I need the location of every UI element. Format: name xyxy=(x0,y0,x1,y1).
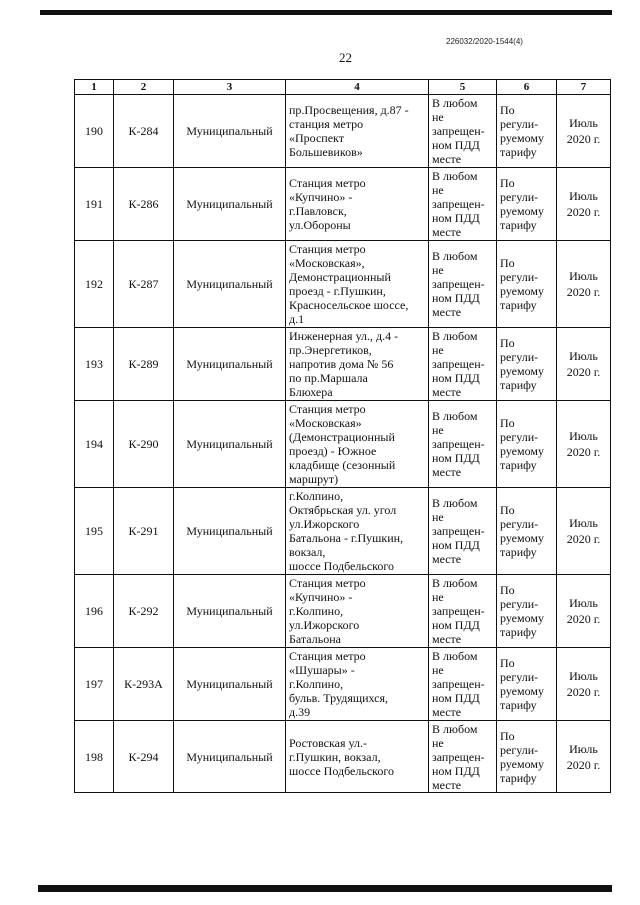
tariff-type-line: регули- xyxy=(500,742,539,757)
tariff-type xyxy=(497,401,557,488)
stop-rule-line: запрещен- xyxy=(432,357,485,371)
start-date xyxy=(557,95,611,168)
stop-rule-line: ном ПДД xyxy=(432,618,480,632)
route-path xyxy=(286,575,429,648)
stop-rule-line: ном ПДД xyxy=(432,371,480,385)
stop-rule xyxy=(429,721,497,793)
routes-table xyxy=(74,79,611,793)
stop-rule xyxy=(429,648,497,721)
row-number: 198 xyxy=(75,721,114,793)
route-path-line: Октябрьская ул. угол xyxy=(289,503,397,517)
start-date-line: 2020 г. xyxy=(566,612,601,626)
row-number: 192 xyxy=(75,241,114,328)
tariff-type-line: По xyxy=(500,503,515,517)
tariff-type-line: По xyxy=(500,176,515,190)
start-date-line: Июль xyxy=(569,189,598,203)
stop-rule-line: В любом xyxy=(432,249,478,263)
stop-rule-line: запрещен- xyxy=(432,437,485,451)
route-path xyxy=(286,241,429,328)
route-type: Муниципальный xyxy=(174,721,286,793)
column-header: 6 xyxy=(497,80,557,95)
tariff-type-line: тарифу xyxy=(500,458,537,472)
route-path-line: «Купчино» - xyxy=(289,190,353,204)
route-type: Муниципальный xyxy=(174,241,286,328)
stop-rule-line: месте xyxy=(432,552,462,566)
start-date xyxy=(557,488,611,575)
start-date-line: Июль xyxy=(569,429,598,443)
route-type: Муниципальный xyxy=(174,648,286,721)
stop-rule xyxy=(429,95,497,168)
route-number: К-290 xyxy=(114,401,174,488)
tariff-type-line: руемому xyxy=(500,756,544,771)
stop-rule-line: запрещен- xyxy=(432,124,485,138)
tariff-type xyxy=(497,721,557,793)
stop-rule-line: запрещен- xyxy=(432,197,485,211)
stop-rule-line: месте xyxy=(432,152,462,166)
route-path-line: Инженерная ул., д.4 - xyxy=(289,329,399,343)
start-date-line: Июль xyxy=(569,669,598,683)
tariff-type-line: тарифу xyxy=(500,145,537,159)
stop-rule-line: В любом xyxy=(432,576,478,590)
table-row xyxy=(75,168,611,241)
table-row xyxy=(75,328,611,401)
document-number: 226032/2020-1544(4) xyxy=(446,37,523,46)
table-row xyxy=(75,401,611,488)
tariff-type-line: По xyxy=(500,728,515,743)
route-path-line: Станция метро xyxy=(289,649,366,663)
row-number: 196 xyxy=(75,575,114,648)
stop-rule xyxy=(429,168,497,241)
stop-rule-line: В любом xyxy=(432,649,478,663)
stop-rule-line: ном ПДД xyxy=(432,291,480,305)
tariff-type-line: руемому xyxy=(500,444,544,458)
route-path-line: пр.Просвещения, д.87 - xyxy=(289,103,409,117)
route-path-line: Станция метро xyxy=(289,402,366,416)
stop-rule-line: В любом xyxy=(432,329,478,343)
stop-rule-line: не xyxy=(432,510,444,524)
stop-rule xyxy=(429,328,497,401)
route-number: К-284 xyxy=(114,95,174,168)
tariff-type xyxy=(497,168,557,241)
start-date xyxy=(557,328,611,401)
route-path-line: Станция метро xyxy=(289,242,366,256)
top-rule xyxy=(40,10,612,15)
route-number: К-291 xyxy=(114,488,174,575)
table-row xyxy=(75,721,611,793)
route-path-line: Красносельское шоссе, xyxy=(289,298,409,312)
route-path-line: пр.Энергетиков, xyxy=(289,343,372,357)
tariff-type-line: тарифу xyxy=(500,698,537,712)
tariff-type-line: регули- xyxy=(500,430,539,444)
tariff-type-line: тарифу xyxy=(500,378,537,392)
start-date-line: 2020 г. xyxy=(566,285,601,299)
route-path-line: г.Колпино, xyxy=(289,604,344,618)
tariff-type-line: руемому xyxy=(500,611,544,625)
stop-rule-line: В любом xyxy=(432,169,478,183)
route-path-line: Демонстрационный xyxy=(289,270,391,284)
route-path-line: ул.Обороны xyxy=(289,218,351,232)
tariff-type-line: тарифу xyxy=(500,625,537,639)
route-number: К-293А xyxy=(114,648,174,721)
start-date-line: 2020 г. xyxy=(566,757,601,772)
tariff-type-line: По xyxy=(500,256,515,270)
route-path xyxy=(286,168,429,241)
start-date xyxy=(557,575,611,648)
start-date-line: 2020 г. xyxy=(566,445,601,459)
route-path-line: г.Колпино, xyxy=(289,677,344,691)
bottom-rule xyxy=(38,885,612,892)
route-path-line: Станция метро xyxy=(289,176,366,190)
route-type: Муниципальный xyxy=(174,328,286,401)
route-path-line: «Купчино» - xyxy=(289,590,353,604)
route-path-line: «Московская», xyxy=(289,256,365,270)
row-number: 197 xyxy=(75,648,114,721)
tariff-type-line: регули- xyxy=(500,670,539,684)
route-path xyxy=(286,328,429,401)
stop-rule-line: ном ПДД xyxy=(432,211,480,225)
route-path-line: Батальона xyxy=(289,632,341,646)
route-path-line: шоссе Подбельского xyxy=(289,559,394,573)
stop-rule-line: не xyxy=(432,663,444,677)
route-number: К-286 xyxy=(114,168,174,241)
stop-rule-line: запрещен- xyxy=(432,524,485,538)
stop-rule xyxy=(429,401,497,488)
stop-rule xyxy=(429,488,497,575)
stop-rule-line: ном ПДД xyxy=(432,538,480,552)
route-path-line: д.1 xyxy=(289,312,305,326)
column-header: 1 xyxy=(75,80,114,95)
stop-rule-line: месте xyxy=(432,465,462,479)
stop-rule-line: запрещен- xyxy=(432,604,485,618)
column-header: 4 xyxy=(286,80,429,95)
start-date-line: 2020 г. xyxy=(566,205,601,219)
table-row xyxy=(75,488,611,575)
start-date-line: 2020 г. xyxy=(566,365,601,379)
stop-rule-line: не xyxy=(432,735,444,750)
start-date-line: Июль xyxy=(569,741,598,756)
start-date xyxy=(557,401,611,488)
route-path-line: вокзал, xyxy=(289,545,326,559)
tariff-type xyxy=(497,95,557,168)
column-header: 3 xyxy=(174,80,286,95)
tariff-type-line: руемому xyxy=(500,684,544,698)
tariff-type-line: По xyxy=(500,336,515,350)
tariff-type-line: руемому xyxy=(500,531,544,545)
route-type: Муниципальный xyxy=(174,168,286,241)
route-type: Муниципальный xyxy=(174,401,286,488)
stop-rule-line: не xyxy=(432,110,444,124)
tariff-type-line: тарифу xyxy=(500,770,537,785)
stop-rule xyxy=(429,575,497,648)
tariff-type xyxy=(497,328,557,401)
route-path-line: Батальона - г.Пушкин, xyxy=(289,531,404,545)
tariff-type xyxy=(497,488,557,575)
stop-rule-line: месте xyxy=(432,632,462,646)
table-row xyxy=(75,648,611,721)
route-path-line: напротив дома № 56 xyxy=(289,357,394,371)
route-path-line: (Демонстрационный xyxy=(289,430,395,444)
route-path-line: проезд) - Южное xyxy=(289,444,377,458)
route-number: К-294 xyxy=(114,721,174,793)
stop-rule-line: В любом xyxy=(432,721,478,736)
start-date xyxy=(557,168,611,241)
stop-rule-line: не xyxy=(432,343,444,357)
stop-rule-line: не xyxy=(432,590,444,604)
row-number: 193 xyxy=(75,328,114,401)
stop-rule-line: ном ПДД xyxy=(432,451,480,465)
start-date xyxy=(557,721,611,793)
tariff-type-line: руемому xyxy=(500,204,544,218)
start-date-line: Июль xyxy=(569,269,598,283)
start-date-line: Июль xyxy=(569,596,598,610)
stop-rule-line: не xyxy=(432,183,444,197)
route-path-line: проезд - г.Пушкин, xyxy=(289,284,386,298)
stop-rule-line: месте xyxy=(432,305,462,319)
route-path-line: маршрут) xyxy=(289,472,339,486)
route-path-line: ул.Ижорского xyxy=(289,618,360,632)
route-number: К-287 xyxy=(114,241,174,328)
tariff-type-line: регули- xyxy=(500,597,539,611)
route-path-line: «Московская» xyxy=(289,416,362,430)
tariff-type-line: регули- xyxy=(500,270,539,284)
route-path-line: шоссе Подбельского xyxy=(289,763,394,778)
start-date-line: Июль xyxy=(569,349,598,363)
route-path-line: г.Павловск, xyxy=(289,204,347,218)
stop-rule-line: В любом xyxy=(432,496,478,510)
route-path xyxy=(286,95,429,168)
route-path-line: кладбище (сезонный xyxy=(289,458,396,472)
route-path-line: бульв. Трудящихся, xyxy=(289,691,388,705)
tariff-type xyxy=(497,648,557,721)
stop-rule-line: В любом xyxy=(432,96,478,110)
stop-rule-line: не xyxy=(432,263,444,277)
start-date xyxy=(557,241,611,328)
stop-rule-line: не xyxy=(432,423,444,437)
tariff-type-line: руемому xyxy=(500,284,544,298)
column-header: 2 xyxy=(114,80,174,95)
start-date-line: Июль xyxy=(569,516,598,530)
tariff-type-line: руемому xyxy=(500,131,544,145)
route-path-line: «Проспект xyxy=(289,131,344,145)
column-header: 5 xyxy=(429,80,497,95)
route-number: К-289 xyxy=(114,328,174,401)
row-number: 195 xyxy=(75,488,114,575)
route-path-line: г.Колпино, xyxy=(289,489,344,503)
tariff-type xyxy=(497,575,557,648)
tariff-type-line: По xyxy=(500,103,515,117)
row-number: 191 xyxy=(75,168,114,241)
route-path-line: Станция метро xyxy=(289,576,366,590)
start-date-line: 2020 г. xyxy=(566,532,601,546)
route-path-line: по пр.Маршала xyxy=(289,371,368,385)
route-path xyxy=(286,648,429,721)
tariff-type-line: регули- xyxy=(500,117,539,131)
route-path-line: ул.Ижорского xyxy=(289,517,360,531)
tariff-type-line: По xyxy=(500,416,515,430)
tariff-type-line: тарифу xyxy=(500,298,537,312)
stop-rule-line: запрещен- xyxy=(432,277,485,291)
row-number: 194 xyxy=(75,401,114,488)
route-path xyxy=(286,721,429,793)
route-type: Муниципальный xyxy=(174,95,286,168)
tariff-type-line: тарифу xyxy=(500,218,537,232)
start-date-line: 2020 г. xyxy=(566,685,601,699)
tariff-type-line: регули- xyxy=(500,350,539,364)
tariff-type-line: По xyxy=(500,583,515,597)
start-date xyxy=(557,648,611,721)
route-path-line: Большевиков» xyxy=(289,145,363,159)
stop-rule-line: ном ПДД xyxy=(432,691,480,705)
stop-rule-line: месте xyxy=(432,225,462,239)
table-row xyxy=(75,575,611,648)
table-header-row xyxy=(75,80,611,95)
column-header: 7 xyxy=(557,80,611,95)
page-number: 22 xyxy=(339,50,352,65)
table-body xyxy=(75,95,611,793)
stop-rule-line: ном ПДД xyxy=(432,138,480,152)
stop-rule-line: ном ПДД xyxy=(432,763,480,778)
start-date-line: Июль xyxy=(569,116,598,130)
route-path-line: г.Пушкин, вокзал, xyxy=(289,749,381,764)
table-row xyxy=(75,95,611,168)
stop-rule-line: месте xyxy=(432,705,462,719)
route-path-line: д.39 xyxy=(289,705,311,719)
table-row xyxy=(75,241,611,328)
route-path-line: станция метро xyxy=(289,117,364,131)
start-date-line: 2020 г. xyxy=(566,132,601,146)
stop-rule-line: В любом xyxy=(432,409,478,423)
row-number: 190 xyxy=(75,95,114,168)
tariff-type xyxy=(497,241,557,328)
route-type: Муниципальный xyxy=(174,575,286,648)
route-path xyxy=(286,488,429,575)
stop-rule-line: месте xyxy=(432,385,462,399)
route-path-line: Блюхера xyxy=(289,385,333,399)
stop-rule-line: месте xyxy=(432,777,462,792)
route-number: К-292 xyxy=(114,575,174,648)
stop-rule xyxy=(429,241,497,328)
tariff-type-line: регули- xyxy=(500,517,539,531)
route-path xyxy=(286,401,429,488)
route-path-line: Ростовская ул.- xyxy=(289,735,367,750)
route-path-line: «Шушары» - xyxy=(289,663,355,677)
stop-rule-line: запрещен- xyxy=(432,749,485,764)
stop-rule-line: запрещен- xyxy=(432,677,485,691)
route-type: Муниципальный xyxy=(174,488,286,575)
tariff-type-line: регули- xyxy=(500,190,539,204)
tariff-type-line: По xyxy=(500,656,515,670)
tariff-type-line: тарифу xyxy=(500,545,537,559)
tariff-type-line: руемому xyxy=(500,364,544,378)
